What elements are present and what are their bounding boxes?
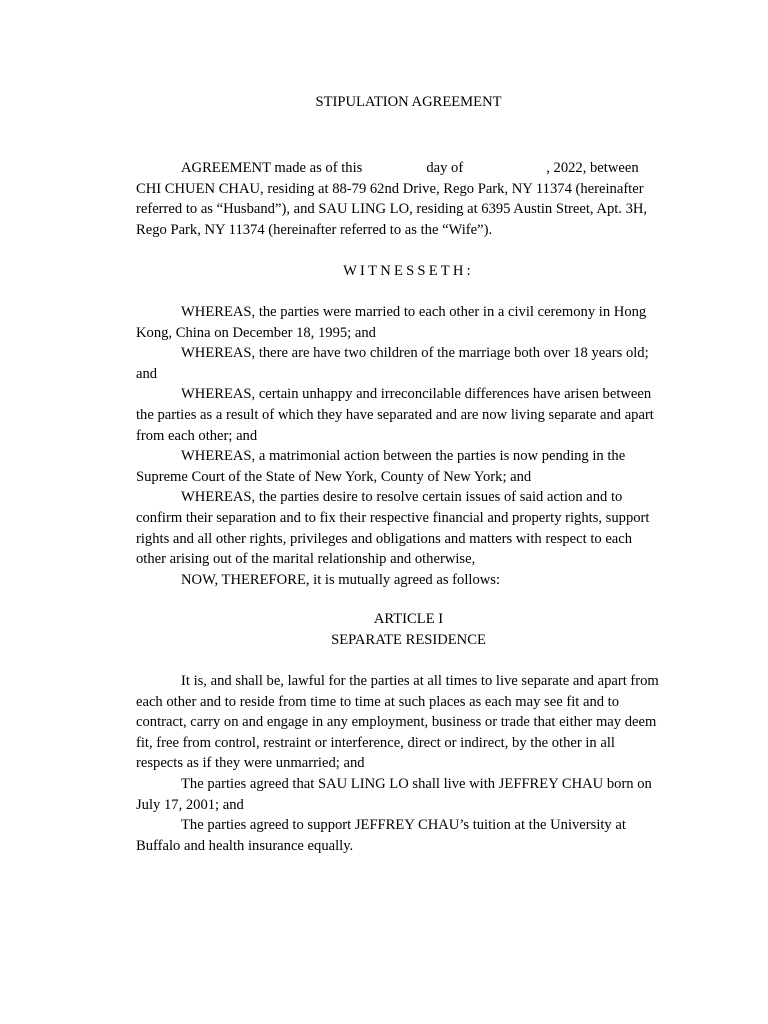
- article-line: It is, and shall be, lawful for the parties at all times to live separate and apart from: [181, 673, 659, 689]
- intro-line-1: [136, 158, 681, 179]
- intro-text-c: , 2022, between: [546, 160, 639, 176]
- recital-paragraph: [136, 570, 681, 591]
- article-body: [136, 671, 681, 856]
- witnesseth-heading: [136, 261, 681, 282]
- recital-line: WHEREAS, a matrimonial action between the parties is now pending in the: [181, 448, 626, 465]
- intro-paragraph: [136, 158, 681, 240]
- recital-line: rights and all other rights, privileges and obligations and matters with respect to each: [136, 530, 633, 547]
- intro-line-3: referred to as “Husband”), and SAU LING LO, residing at 6395 Austin Street, Apt. 3H,: [136, 201, 648, 218]
- article-line: respects as if they were unmarried; and: [136, 755, 365, 772]
- article-line: contract, carry on and engage in any employment, business or trade that either may deem: [136, 714, 657, 731]
- article-line: Buffalo and health insurance equally.: [136, 837, 354, 854]
- witnesseth-text: WITNESSETH:: [343, 263, 474, 279]
- document-title: [136, 92, 681, 113]
- recital-line: NOW, THEREFORE, it is mutually agreed as follows:: [181, 571, 501, 588]
- article-paragraph: [136, 815, 681, 856]
- recital-paragraph: [136, 487, 681, 569]
- recital-line: WHEREAS, there are have two children of the marriage both over 18 years old;: [181, 345, 649, 362]
- recital-line: other arising out of the marital relationship and otherwise,: [136, 551, 476, 568]
- article-line: July 17, 2001; and: [136, 796, 244, 813]
- document-title-text: STIPULATION AGREEMENT: [315, 94, 502, 110]
- intro-line-4: Rego Park, NY 11374 (hereinafter referred to as the “Wife”).: [136, 221, 493, 238]
- recital-line: Kong, China on December 18, 1995; and: [136, 324, 376, 341]
- article-heading: [136, 609, 681, 650]
- article-line: each other and to reside from time to time at such places as each may see fit and to: [136, 693, 620, 710]
- recital-line: confirm their separation and to fix their respective financial and property rights, support: [136, 509, 650, 526]
- recital-line: WHEREAS, the parties desire to resolve certain issues of said action and to: [181, 489, 623, 506]
- article-title: SEPARATE RESIDENCE: [331, 631, 486, 648]
- article-paragraph: [136, 774, 681, 815]
- article-line: The parties agreed to support JEFFREY CHAU’s tuition at the University at: [181, 817, 626, 834]
- recital-paragraph: [136, 384, 681, 446]
- recital-line: WHEREAS, the parties were married to each other in a civil ceremony in Hong: [181, 304, 647, 320]
- recital-line: Supreme Court of the State of New York, County of New York; and: [136, 468, 532, 485]
- intro-text-b: day of: [426, 160, 464, 176]
- article-number: ARTICLE I: [373, 611, 444, 627]
- recital-line: the parties as a result of which they have separated and are now living separate and apart: [136, 406, 654, 423]
- recital-paragraph: [136, 343, 681, 384]
- recital-line: WHEREAS, certain unhappy and irreconcilable differences have arisen between: [181, 386, 652, 403]
- intro-text-a: AGREEMENT made as of this: [181, 160, 363, 176]
- recital-paragraph: [136, 446, 681, 487]
- article-line: fit, free from control, restraint or interference, direct or indirect, by the other in all: [136, 734, 615, 751]
- recital-paragraph: [136, 302, 681, 343]
- recital-line: from each other; and: [136, 427, 258, 444]
- recital-line: and: [136, 365, 158, 382]
- article-paragraph: [136, 671, 681, 774]
- recitals-section: [136, 302, 681, 590]
- intro-line-2: CHI CHUEN CHAU, residing at 88-79 62nd Drive, Rego Park, NY 11374 (hereinafter: [136, 180, 644, 197]
- article-line: The parties agreed that SAU LING LO shall live with JEFFREY CHAU born on: [181, 775, 652, 792]
